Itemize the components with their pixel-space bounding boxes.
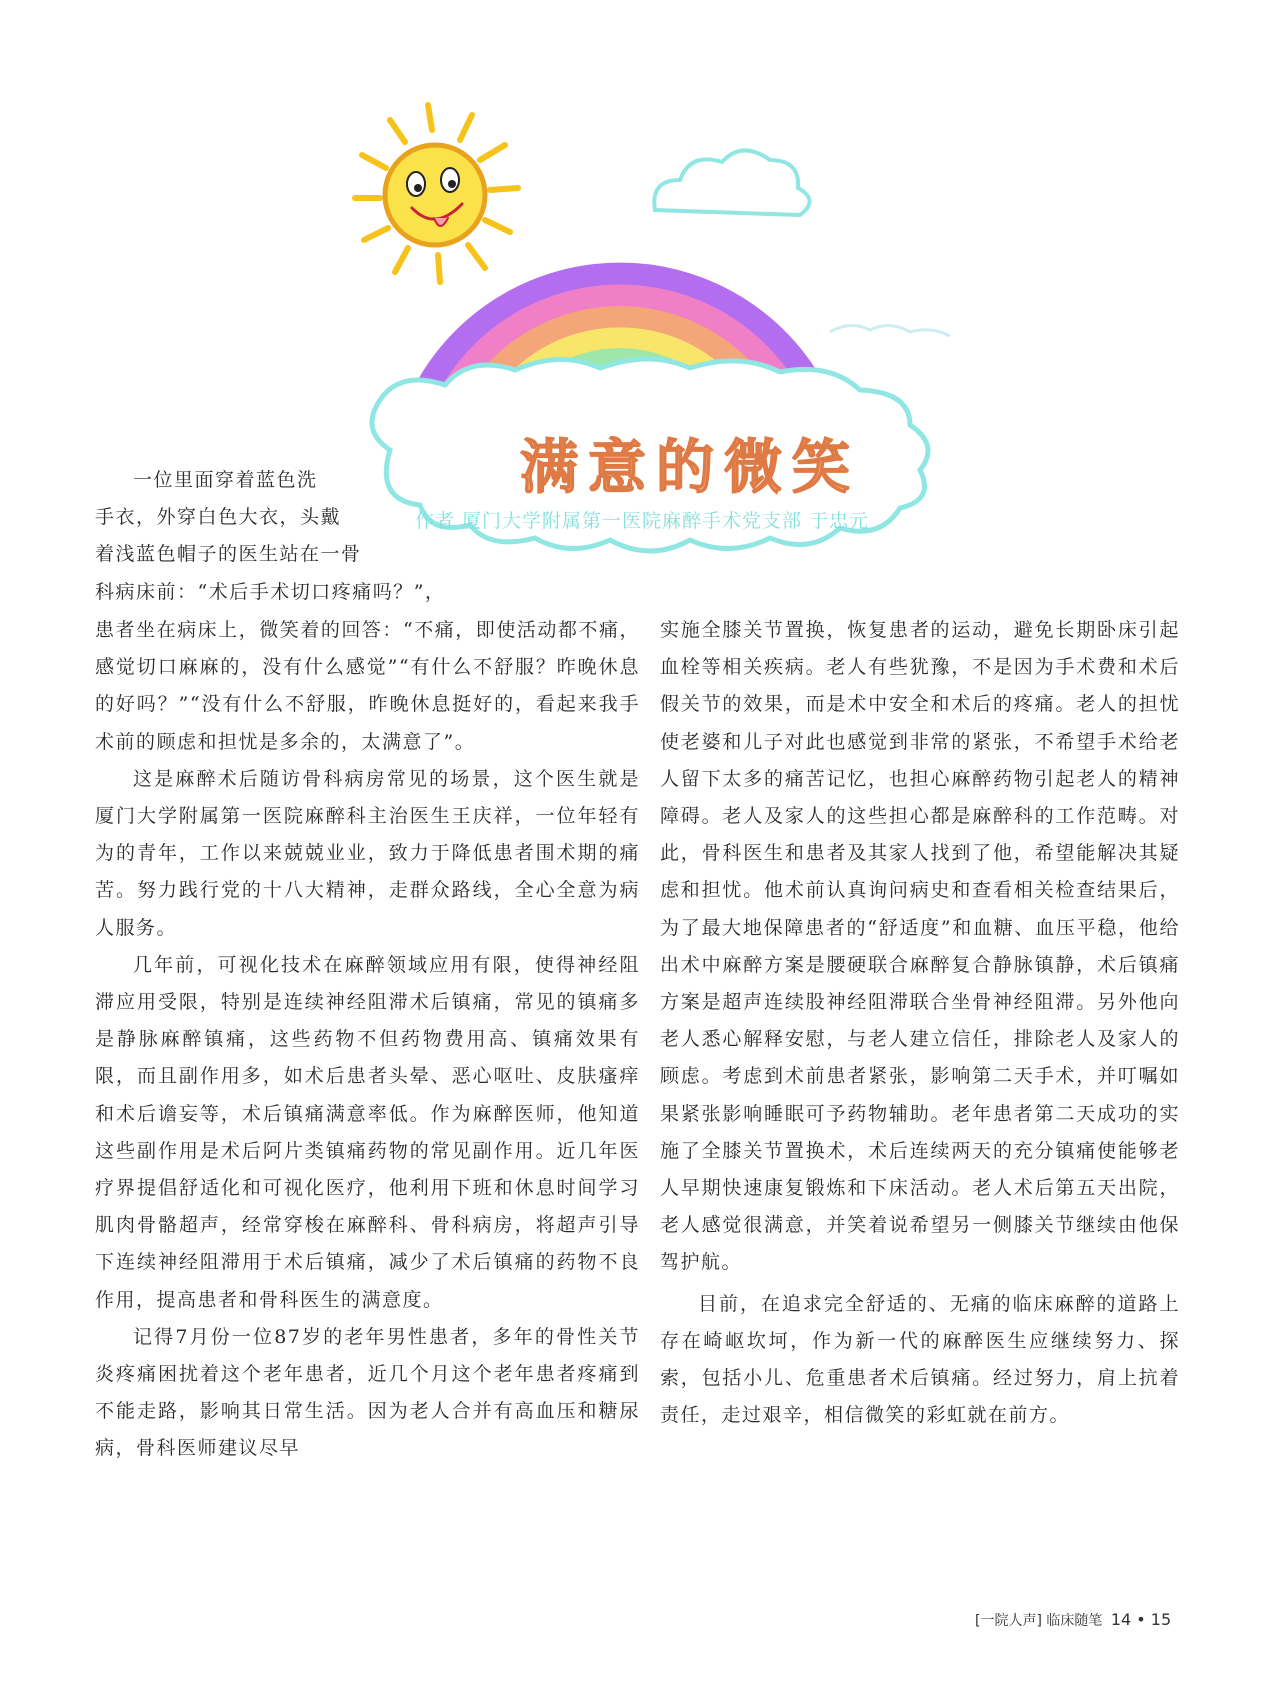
paragraph: 几年前，可视化技术在麻醉领域应用有限，使得神经阻滞应用受限，特别是连续神经阻滞术后镇痛，常见的镇痛多是静脉麻醉镇痛，这些药物不但药物费用高、镇痛效果有限，而且副作用多，如术后患者头晕、恶心呕吐、皮肤瘙痒和术后谵妄等，术后镇痛满意率低。作为麻醉医师，他知道这些副作用是术后阿片类镇痛药物的常见副作用。近几年医疗界提倡舒适化和可视化医疗，他利用下班和休息时间学习肌肉骨骼超声，经常穿梭在麻醉科、骨科病房，将超声引导下连续神经阻滞用于术后镇痛，减少了术后镇痛的药物不良作用，提高患者和骨科医生的满意度。 <box>95 953 640 1311</box>
cloud-icon <box>654 150 809 215</box>
paragraph: 实施全膝关节置换，恢复患者的运动，避免长期卧床引起血栓等相关疾病。老人有些犹豫，不是因为手术费和术后假关节的效果，而是术中安全和术后的疼痛。老人的担忧使老婆和儿子对此也感觉到非常的紧张，不希望手术给老人留下太多的痛苦记忆，也担心麻醉药物引起老人的精神障碍。老人及家人的这些担心都是麻醉科的工作范畴。对此，骨科医生和患者及其家人找到了他，希望能解决其疑虑和担忧。他术前认真询问病史和查看相关检查结果后，为了最大地保障患者的“舒适度”和血糖、血压平稳，他给出术中麻醉方案是腰硬联合麻醉复合静脉镇静，术后镇痛方案是超声连续股神经阻滞联合坐骨神经阻滞。另外他向老人悉心解释安慰，与老人建立信任，排除老人及家人的顾虑。考虑到术前患者紧张，影响第二天手术，并叮嘱如果紧张影响睡眠可予药物辅助。老年患者第二天成功的实施了全膝关节置换术，术后连续两天的充分镇痛使能够老人早期快速康复锻炼和下床活动。老人术后第五天出院，老人感觉很满意，并笑着说希望另一侧膝关节继续由他保驾护航。 <box>660 619 1180 1274</box>
paragraph: 目前，在追求完全舒适的、无痛的临床麻醉的道路上存在崎岖坎坷，作为新一代的麻醉医生应继续努力、探索，包括小儿、危重患者术后镇痛。经过努力，肩上抗着责任，走过艰辛，相信微笑的彩虹就在前方。 <box>660 1292 1180 1427</box>
intro-lines <box>95 462 635 611</box>
page-title: 满意的微笑 <box>519 433 860 501</box>
cloud-icon <box>830 325 950 336</box>
right-column <box>660 612 1180 1434</box>
page-number: 14 • 15 <box>1110 1610 1172 1629</box>
page-footer <box>975 1610 1171 1630</box>
intro-line: 手衣，外穿白色大衣，头戴 <box>95 506 342 529</box>
paragraph: 记得7月份一位87岁的老年男性患者，多年的骨性关节炎疼痛困扰着这个老年患者，近几个月这个老年患者疼痛到不能走路，影响其日常生活。因为老人合并有高血压和糖尿病，骨科医师建议尽早 <box>95 1325 640 1460</box>
sun-icon <box>355 105 518 282</box>
author-byline: 作者 厦门大学附属第一医院麻醉手术党支部 于忠元 <box>415 510 870 532</box>
section-label: [一院人声] 临床随笔 <box>975 1613 1103 1629</box>
intro-line: 着浅蓝色帽子的医生站在一骨 <box>95 543 362 566</box>
paragraph: 患者坐在病床上，微笑着的回答：“不痛，即使活动都不痛，感觉切口麻麻的，没有什么感觉”“有什么不舒服？昨晚休息的好吗？”“没有什么不舒服，昨晚休息挺好的，看起来我手术前的顾虑和担忧是多余的，太满意了”。 <box>95 619 640 753</box>
intro-line: 科病床前：“术后手术切口疼痛吗？”， <box>95 580 446 603</box>
intro-line: 一位里面穿着蓝色洗 <box>133 469 318 491</box>
left-column <box>95 612 640 1468</box>
paragraph: 这是麻醉术后随访骨科病房常见的场景，这个医生就是厦门大学附属第一医院麻醉科主治医生王庆祥，一位年轻有为的青年，工作以来兢兢业业，致力于降低患者围术期的痛苦。努力践行党的十八大精神，走群众路线，全心全意为病人服务。 <box>95 767 640 939</box>
